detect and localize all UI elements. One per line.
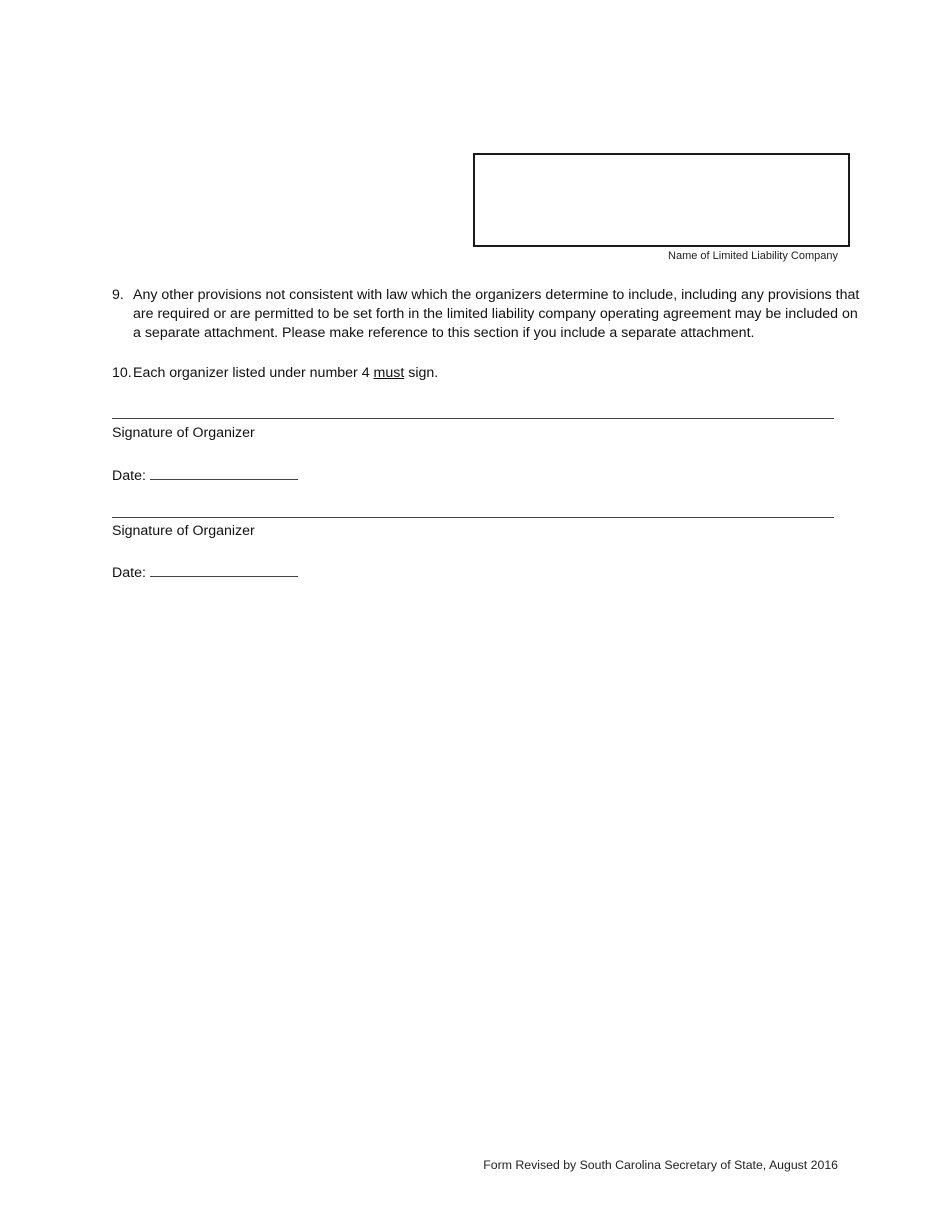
date-label: Date: bbox=[112, 565, 146, 581]
item-text-before: Each organizer listed under number 4 bbox=[133, 365, 374, 381]
item-text-emphasis: must bbox=[373, 365, 405, 381]
item-number: 10. bbox=[112, 365, 132, 381]
form-revision-footer: Form Revised by South Carolina Secretary of State, August 2016 bbox=[483, 1158, 838, 1172]
date-field-2[interactable] bbox=[150, 562, 298, 577]
signature-line-1[interactable] bbox=[112, 418, 834, 419]
signature-label-2: Signature of Organizer bbox=[112, 523, 255, 539]
date-field-1[interactable] bbox=[150, 465, 298, 480]
signature-line-2[interactable] bbox=[112, 517, 834, 518]
item-text: Any other provisions not consistent with law which the organizers determine to include, including any provisions that are required or are permitted to be set forth in the limited liability company operating agreement may be included on a separate attachment. Please make reference to this section if you include a separate attachment. bbox=[133, 287, 860, 341]
date-row-2 bbox=[112, 562, 298, 581]
date-row-1 bbox=[112, 465, 298, 484]
item-text-after: sign. bbox=[404, 365, 439, 381]
signature-label-1: Signature of Organizer bbox=[112, 425, 255, 441]
company-name-caption: Name of Limited Liability Company bbox=[668, 250, 838, 262]
date-label: Date: bbox=[112, 468, 146, 484]
item-number: 9. bbox=[112, 287, 124, 303]
company-name-box[interactable] bbox=[473, 153, 850, 247]
item-text bbox=[133, 364, 868, 383]
